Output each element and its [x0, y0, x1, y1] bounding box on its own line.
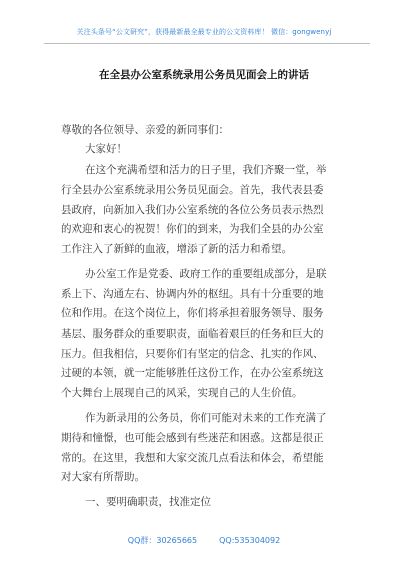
paragraph-line: 基层、服务群众的重要职责，面临着艰巨的任务和巨大的 — [61, 328, 324, 340]
paragraph-line: 行全县办公室系统录用公务员见面会。首先，我代表县委 — [61, 184, 324, 196]
section-heading: 一、要明确职责，找准定位 — [85, 496, 211, 508]
paragraph-line: 工作注入了新鲜的血液，增添了新的活力和希望。 — [61, 243, 292, 255]
paragraph-line: 的欢迎和衷心的祝贺！你们的到来，为我们全县的办公室 — [61, 223, 324, 235]
paragraph-line: 县政府，向新加入我们办公室系统的各位公务员表示热烈 — [61, 204, 324, 216]
paragraph-line: 个大舞台上展现自己的风采，实现自己的人生价值。 — [61, 387, 303, 399]
greeting-line: 大家好！ — [85, 143, 127, 155]
paragraph-line: 在这个充满希望和活力的日子里，我们齐聚一堂，举 — [85, 164, 327, 176]
footer-contact — [0, 535, 408, 546]
paragraph-line: 过硬的本领，就一定能够胜任这份工作，在办公室系统这 — [61, 367, 324, 379]
header-note: 关注头条号“公文研究”，获得最新最全最专业的公文资料库！ 微信：gongwenyj — [76, 28, 332, 36]
salutation-line: 尊敬的各位领导、亲爱的新同事们： — [61, 124, 229, 136]
document-title: 在全县办公室系统录用公务员见面会上的讲话 — [99, 69, 309, 81]
paragraph-line: 办公室工作是党委、政府工作的重要组成部分，是联 — [85, 268, 327, 280]
paragraph-line: 对大家有所帮助。 — [61, 471, 145, 483]
paragraph-line: 系上下、沟通左右、协调内外的枢纽。具有十分重要的地 — [61, 288, 324, 300]
paragraph-line: 作为新录用的公务员，你们可能对未来的工作充满了 — [85, 412, 327, 424]
paragraph-line: 位和作用。在这个岗位上，你们将承担着服务领导、服务 — [61, 307, 324, 319]
qq-group-text: QQ群：30265665 — [127, 536, 198, 545]
paragraph-line: 期待和憧憬，也可能会感到有些迷茫和困惑。这都是很正 — [61, 432, 324, 444]
paragraph-line: 压力。但我相信，只要你们有坚定的信念、扎实的作风、 — [61, 348, 324, 360]
paragraph-line: 常的。在这里，我想和大家交流几点看法和体会，希望能 — [61, 452, 324, 464]
qq-number-text: QQ:535304092 — [219, 536, 281, 545]
header-divider — [44, 43, 370, 44]
